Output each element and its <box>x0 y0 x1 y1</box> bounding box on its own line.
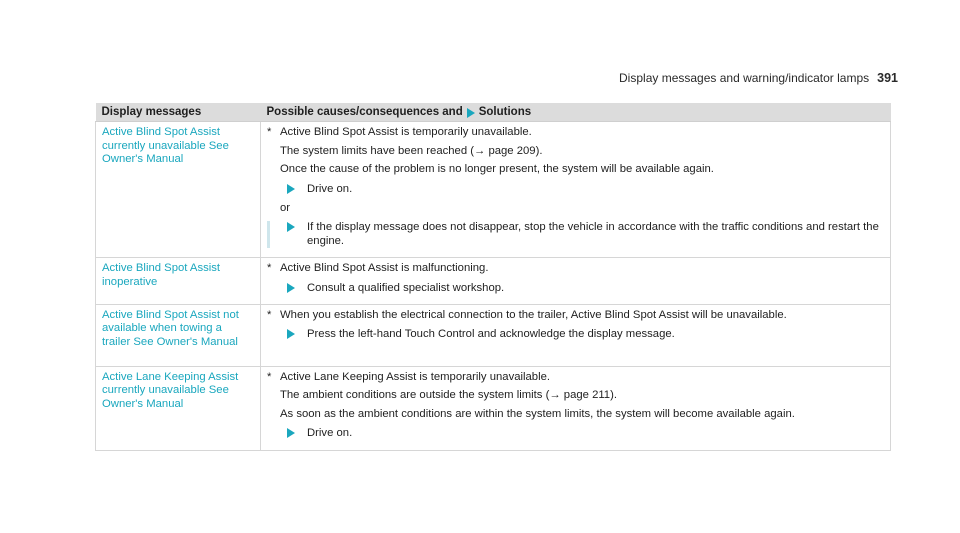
message-cell <box>96 305 261 367</box>
step-arrow-icon <box>287 428 295 438</box>
info-line: As soon as the ambient conditions are within the system limits, the system will become available again. <box>280 407 795 420</box>
solution-step <box>267 183 884 196</box>
col-header-causes-label: Possible causes/consequences and <box>266 106 463 118</box>
step-text: Drive on. <box>307 182 353 195</box>
cause-cell <box>261 122 891 258</box>
step-arrow-icon <box>287 329 295 339</box>
or-label: or <box>280 202 291 215</box>
table-row <box>96 367 891 451</box>
message-cell <box>96 122 261 258</box>
solution-step <box>267 427 884 440</box>
header-title: Display messages and warning/indicator lamps <box>619 71 870 85</box>
cause-cell <box>261 305 891 367</box>
cause-cell <box>261 258 891 305</box>
display-message: Active Blind Spot Assist inoperative <box>102 262 221 288</box>
table-row <box>96 122 891 258</box>
page-header <box>619 71 898 85</box>
step-text: If the display message does not disappear, stop the vehicle in accordance with the traffic conditions and restart the engine. <box>307 221 879 247</box>
message-cell <box>96 258 261 305</box>
step-arrow-icon <box>287 283 295 293</box>
cause-text: * Active Blind Spot Assist is malfunctioning. <box>267 262 489 275</box>
display-message: Active Blind Spot Assist not available when towing a trailer See Owner's Manual <box>102 309 239 348</box>
table-row <box>96 305 891 367</box>
solution-step <box>267 282 884 295</box>
cause-text: * Active Blind Spot Assist is temporarily unavailable. <box>267 126 532 139</box>
solution-step <box>267 328 884 341</box>
info-line: The system limits have been reached (→ page 209). <box>280 144 543 157</box>
table-row <box>96 258 891 305</box>
step-text: Consult a qualified specialist workshop. <box>307 281 505 294</box>
solution-step <box>267 221 884 248</box>
cause-text: * Active Lane Keeping Assist is temporarily unavailable. <box>267 371 551 384</box>
display-message: Active Lane Keeping Assist currently unavailable See Owner's Manual <box>102 371 239 410</box>
cause-text: * When you establish the electrical connection to the trailer, Active Blind Spot Assist will be unavailable. <box>267 309 787 322</box>
info-line: The ambient conditions are outside the system limits (→ page 211). <box>280 389 617 402</box>
page-number: 391 <box>877 71 898 85</box>
cause-cell <box>261 367 891 451</box>
step-arrow-icon <box>287 184 295 194</box>
display-messages-table <box>95 103 891 451</box>
solution-arrow-icon <box>467 108 475 118</box>
message-cell <box>96 367 261 451</box>
col-header-solutions-label: Solutions <box>478 106 532 118</box>
step-text: Press the left-hand Touch Control and acknowledge the display message. <box>307 328 675 341</box>
step-arrow-icon <box>287 222 295 232</box>
col-header-causes <box>261 103 891 122</box>
step-text: Drive on. <box>307 427 353 440</box>
display-message: Active Blind Spot Assist currently unavailable See Owner's Manual <box>102 126 229 166</box>
table-header-row <box>96 103 891 122</box>
info-line: Once the cause of the problem is no longer present, the system will be available again. <box>280 163 714 176</box>
col-header-messages: Display messages <box>96 103 261 122</box>
